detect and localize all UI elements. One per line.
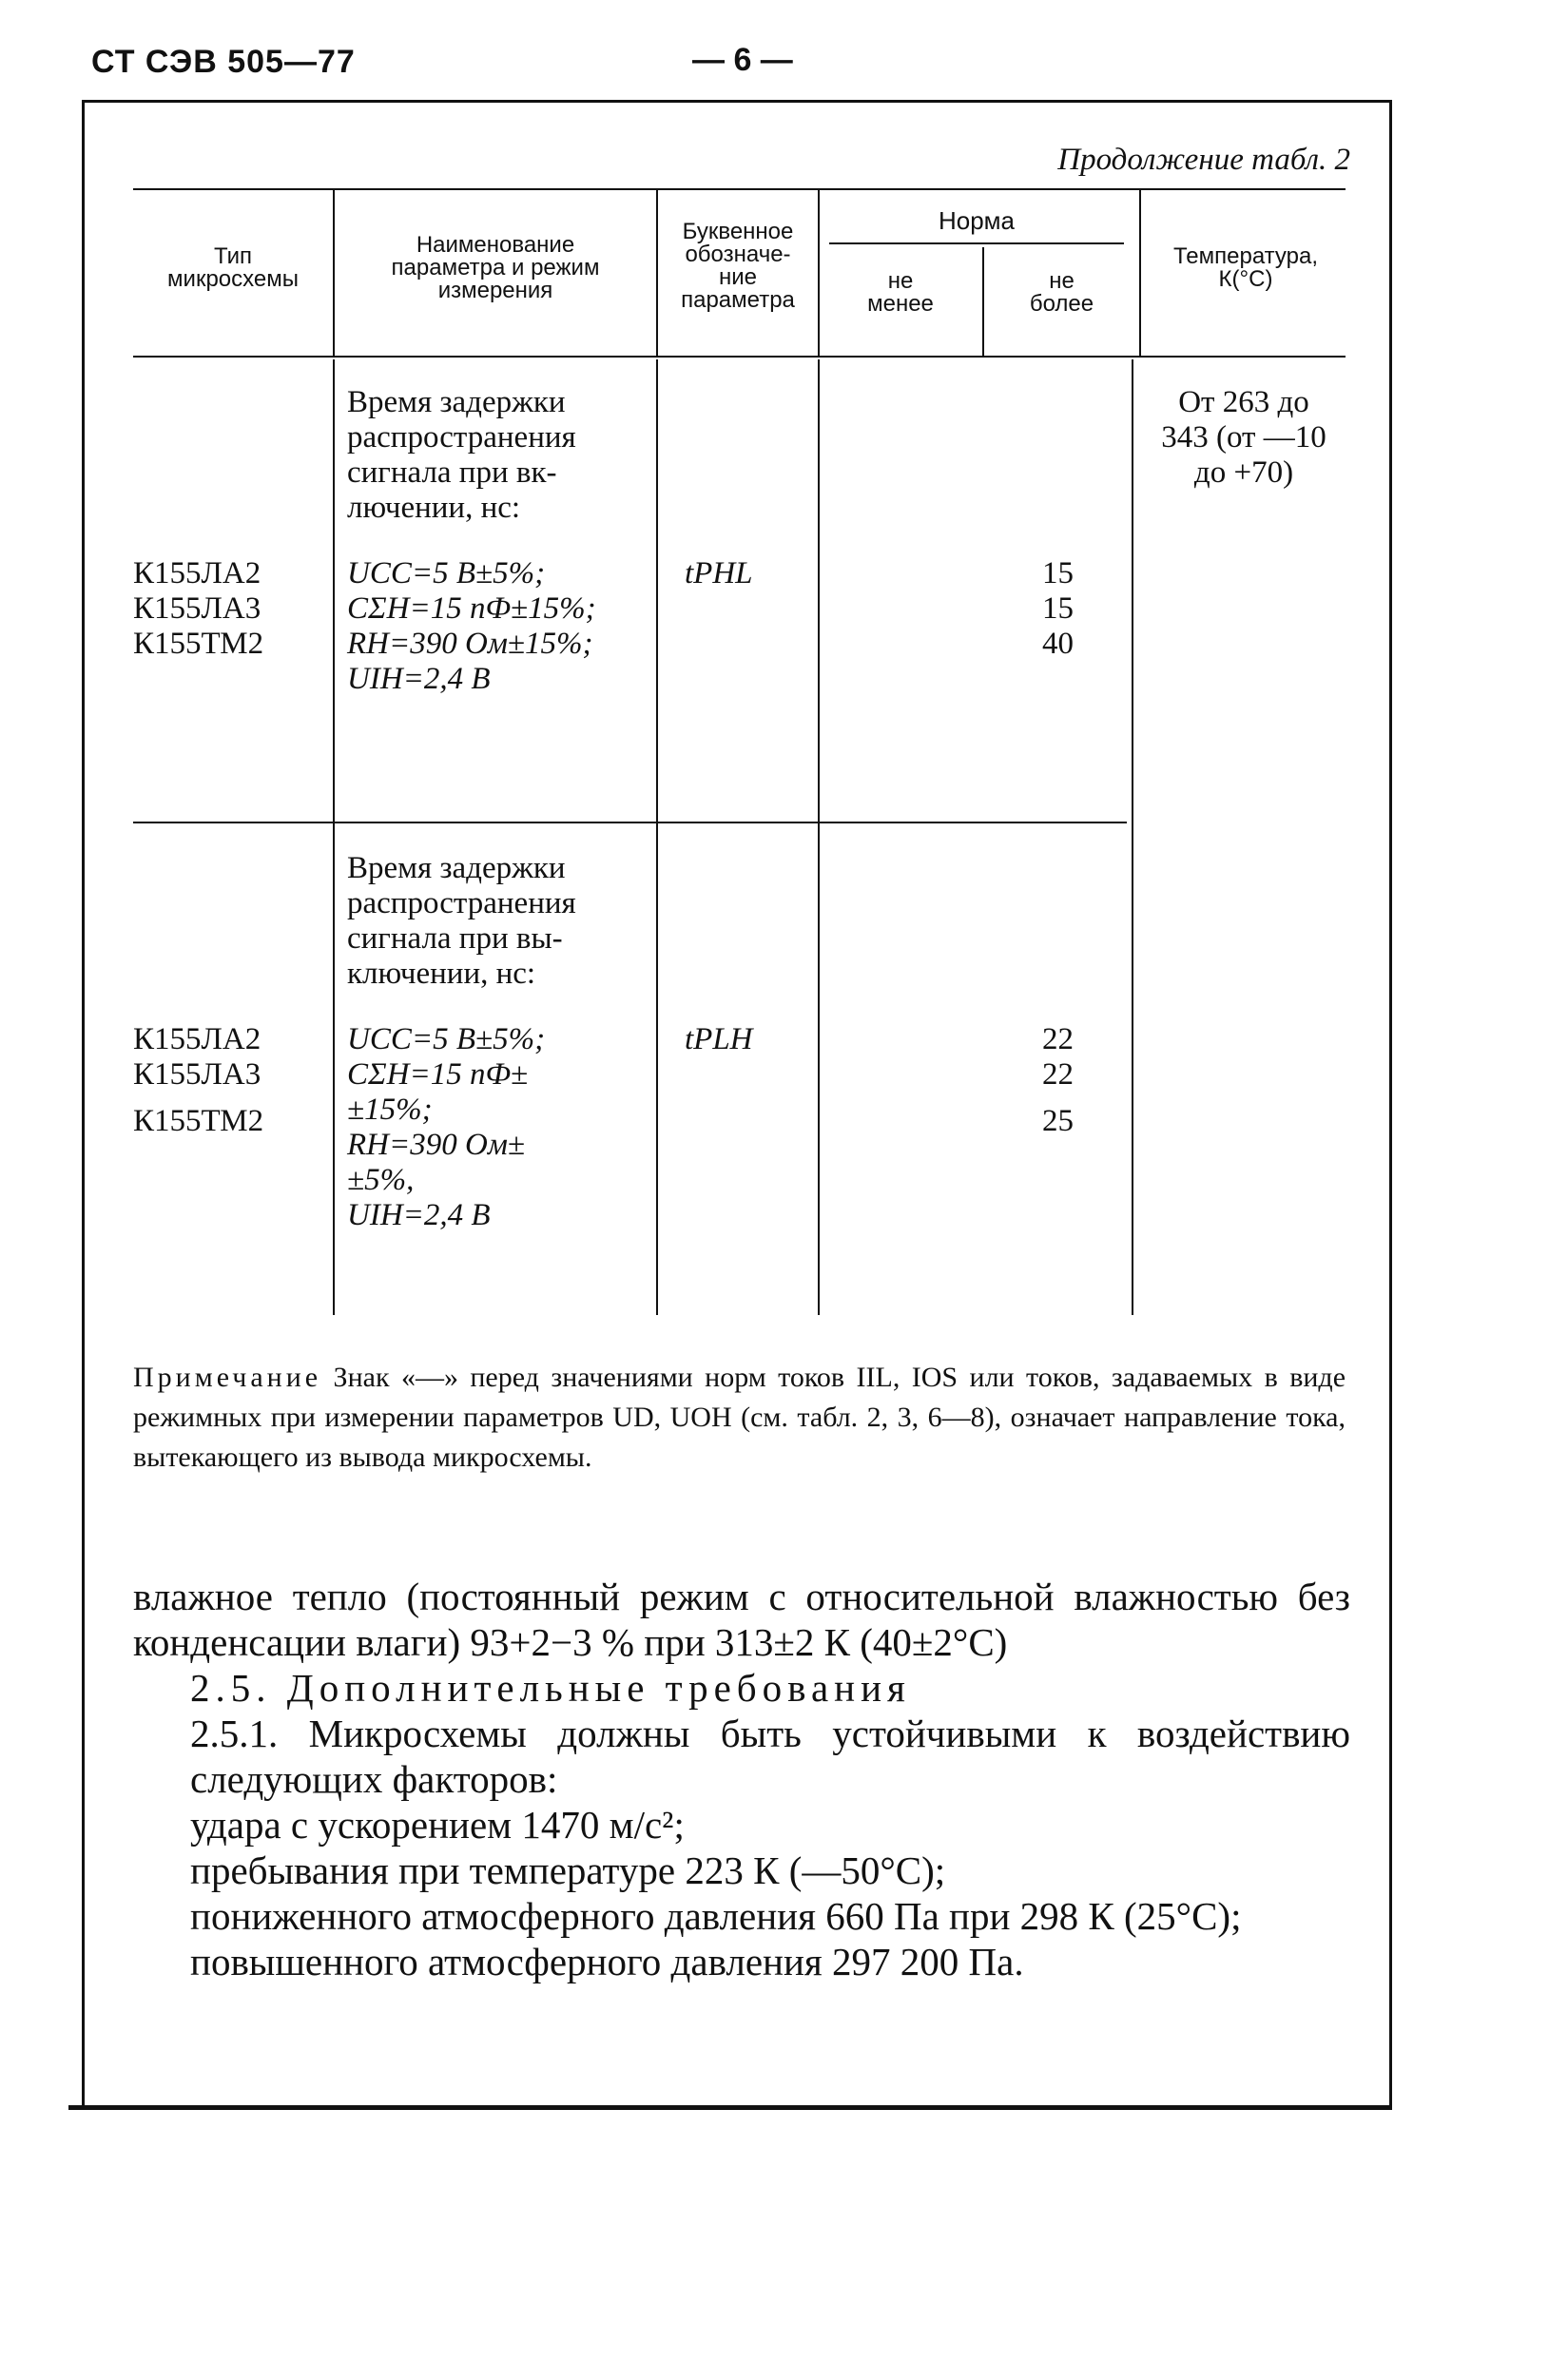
header-name: Наименование параметра и режим измерения <box>391 232 600 303</box>
table-continuation-label: Продолжение табл. 2 <box>1057 143 1350 177</box>
group-separator-rule <box>133 822 1127 823</box>
bottom-rule <box>68 2105 1392 2110</box>
symbol-tplh: tPLH <box>685 1022 753 1056</box>
table-header-rule <box>133 356 1346 358</box>
table-top-rule <box>133 188 1346 190</box>
symbol-tphl: tPHL <box>685 556 753 590</box>
section-heading: 2.5. Дополнительные требования <box>190 1666 911 1710</box>
param-title-turn-on: Время задержки распространения сигнала при вк- лючении, нс: <box>347 385 576 525</box>
header-min: не менее <box>867 268 934 317</box>
header-temperature: Температура, К(°С) <box>1172 243 1319 292</box>
max-values-group-2: 22 22 25 <box>1042 1022 1074 1138</box>
paragraph-humidity: влажное тепло (постоянный режим с относительной влажностью без конденсации влаги) 93+2−3 % при 313±2 К (40±2°С) <box>133 1575 1350 1664</box>
max-values-group-1: 15 15 40 <box>1042 556 1074 661</box>
col-divider-2 <box>656 359 658 1315</box>
header-type: Тип микросхемы <box>167 243 299 292</box>
types-group-2: К155ЛА2 К155ЛА3 К155ТМ2 <box>133 1022 264 1138</box>
list-item: повышенного атмосферного давления 297 200 Па. <box>190 1940 1024 1983</box>
header-norm: Норма <box>938 206 1016 235</box>
header-symbol: Буквенное обозначе- ние параметра <box>681 219 795 313</box>
temperature-range: От 263 до 343 (от —10 до +70) <box>1161 385 1326 490</box>
body-text <box>133 1574 1350 1984</box>
col-divider-3 <box>818 359 820 1315</box>
param-title-turn-off: Время задержки распространения сигнала при вы- ключении, нс: <box>347 851 576 991</box>
note-label: Примечание <box>133 1362 322 1393</box>
note-text: Знак «—» перед значениями норм токов IIL, IOS или токов, задаваемых в виде режимных при измерении параметров UD, UOH (см. табл. 2, 3, 6—8), означает направление тока, вытекающего из вывода микросхемы. <box>133 1362 1346 1473</box>
col-divider-1 <box>333 359 335 1315</box>
page-number: — 6 — <box>692 42 793 78</box>
types-group-1: К155ЛА2 К155ЛА3 К155ТМ2 <box>133 556 264 661</box>
header-max: не более <box>1029 268 1094 317</box>
list-item: пребывания при температуре 223 К (—50°С); <box>190 1848 946 1892</box>
col-divider-4 <box>1132 359 1133 1315</box>
table-note <box>133 1358 1346 1478</box>
conditions-group-1: UCC=5 В±5%; CΣH=15 пФ±15%; RH=390 Ом±15%; UIH=2,4 В <box>347 556 596 696</box>
norm-rule <box>829 242 1124 244</box>
paragraph-2-5-1: 2.5.1. Микросхемы должны быть устойчивыми к воздействию следующих факторов: <box>190 1712 1350 1801</box>
standard-header: СТ СЭВ 505—77 <box>91 44 356 80</box>
list-item: пониженного атмосферного давления 660 Па при 298 К (25°С); <box>190 1894 1242 1938</box>
list-item: удара с ускорением 1470 м/с²; <box>190 1803 685 1847</box>
conditions-group-2: UCC=5 В±5%; CΣH=15 пФ± ±15%; RH=390 Ом± ±5%, UIH=2,4 В <box>347 1022 546 1232</box>
